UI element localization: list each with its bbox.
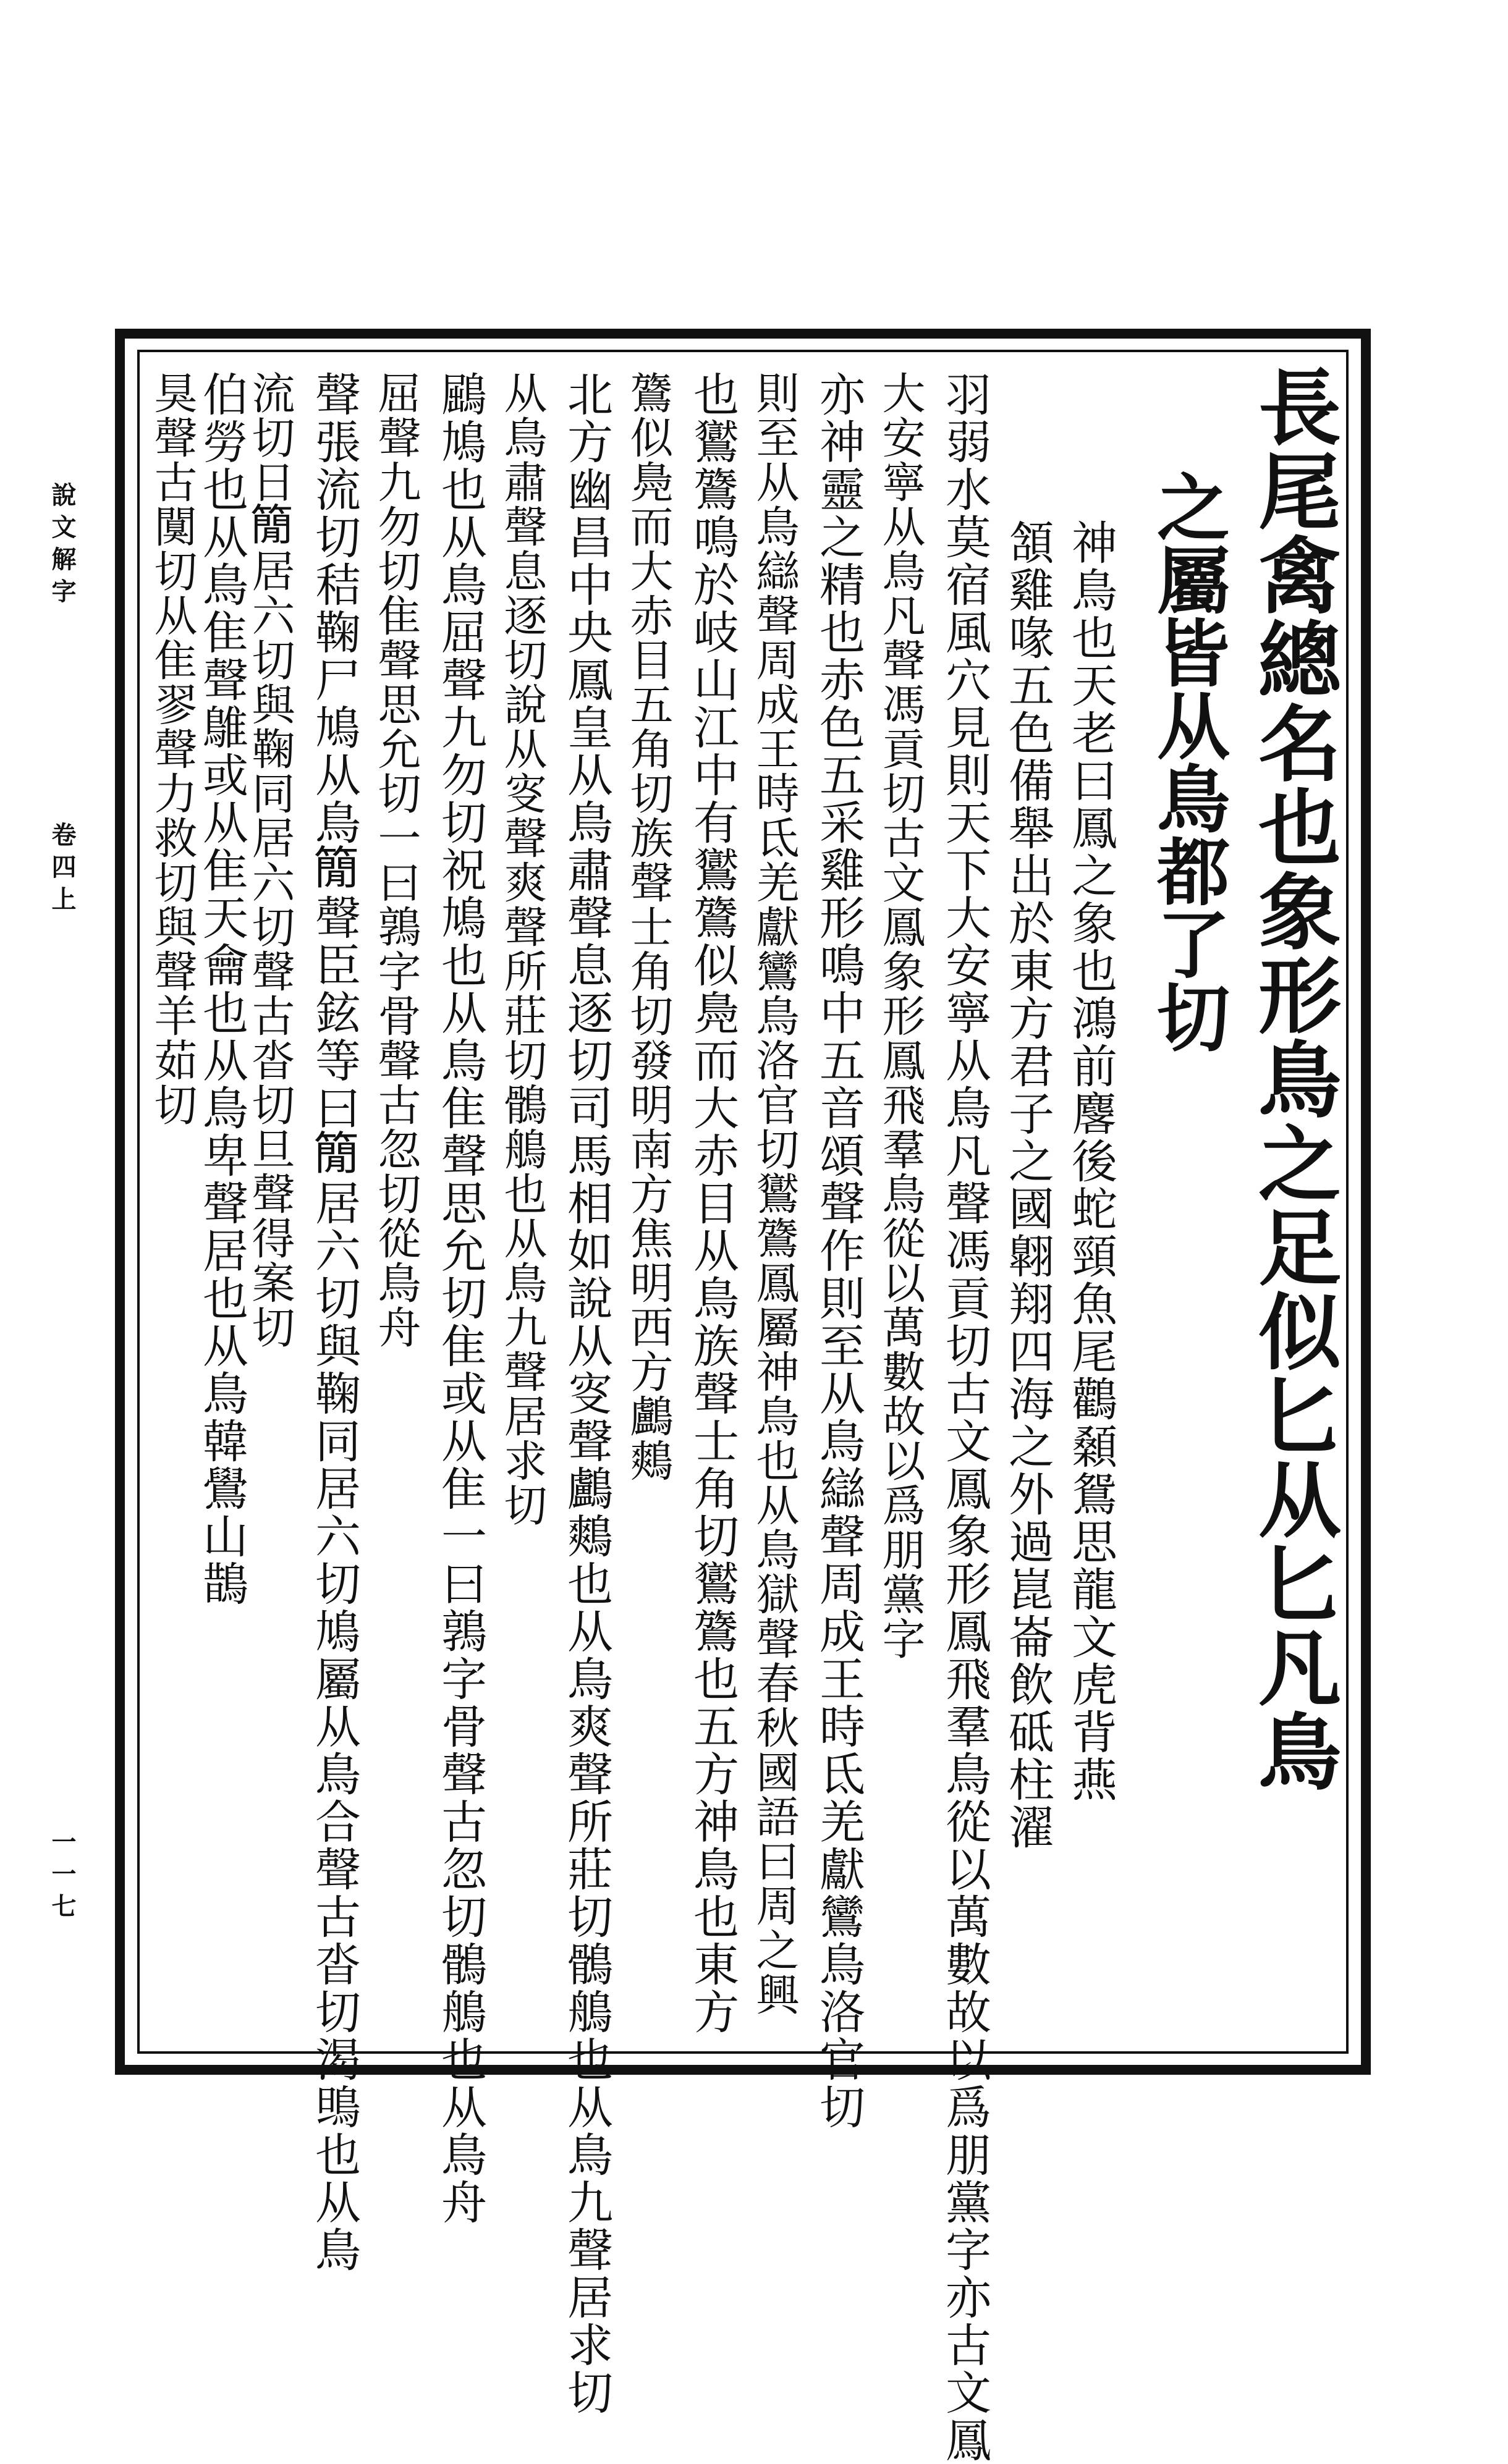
text-column-18: 狊聲古闃切从隹翏聲力救切與聲羊茹切 [147, 371, 198, 1127]
text-column-2: 之屬皆从鳥都了切 [1145, 470, 1231, 1053]
text-column-10: 鷟似鳧而大赤目五角切族聲士角切發明南方焦明西方鸕鷞 [623, 371, 674, 1483]
page-number: 一一七 [48, 1829, 77, 1925]
text-column-7: 亦神靈之精也赤色五采雞形鳴中五音頌聲作則至从鳥䜌聲周成王時氐羌獻鸞鳥洛官切 [812, 371, 865, 2131]
text-column-17: 伯勞也从鳥隹聲鵻或从隹天龠也从鳥卑聲居也从鳥韓鷽山鵲 [195, 371, 248, 1608]
text-column-5: 羽弱水莫宿風穴見則天下大安寧从鳥凡聲馮貢切古文鳳象形鳳飛羣鳥從以萬數故以爲朋黨字亦古文鳳 [938, 371, 991, 2464]
text-column-14: 屈聲九勿切隹聲思允切一曰鶉字骨聲古忽切從鳥舟 [371, 371, 421, 1349]
text-column-1: 長尾禽總名也象形鳥之足似匕从匕凡鳥 [1245, 365, 1342, 1793]
text-column-3: 神鳥也天老曰鳳之象也鴻前麐後蛇頸魚尾鸛顙鴛思龍文虎背燕 [1064, 519, 1117, 1804]
text-column-16: 流切日𥳑居六切與鞠同居六切聲古沓切旦聲得案切 [245, 371, 295, 1349]
text-column-4: 頷雞喙五色備舉出於東方君子之國翺翔四海之外過崑崙飲砥柱濯 [1001, 519, 1054, 1851]
text-column-11: 北方幽昌中央鳳皇从鳥肅聲息逐切司馬相如說从叜聲鸕鷞也从鳥爽聲所莊切鶻鵃也从鳥九聲居求切 [560, 371, 613, 2416]
text-column-13: 鶌鳩也从鳥屈聲九勿切祝鳩也从鳥隹聲思允切隹或从隹一曰鶉字骨聲古忽切鶻鵃也从鳥舟 [434, 371, 487, 2226]
running-head-volume: 卷四上 [48, 822, 77, 918]
text-column-15: 聲張流切秸鞠尸鳩从鳥𥳑聲臣鉉等曰𥳑居六切與鞠同居六切鳩屬从鳥合聲古沓切渴鴠也从鳥 [308, 371, 361, 2274]
text-column-8: 則至从鳥䜌聲周成王時氐羌獻鸞鳥洛官切鸑鷟鳳屬神鳥也从鳥獄聲春秋國語曰周之興 [749, 371, 800, 2017]
running-head-title: 說文解字 [48, 482, 77, 610]
text-column-9: 也鸑鷟鳴於岐山江中有鸑鷟似鳧而大赤目从鳥族聲士角切鸑鷟也五方神鳥也東方 [686, 371, 739, 2036]
text-column-12: 从鳥肅聲息逐切說从叜聲爽聲所莊切鶻鵃也从鳥九聲居求切 [497, 371, 548, 1527]
text-column-6: 大安寧从鳥凡聲馮貢切古文鳳象形鳳飛羣鳥從以萬數故以爲朋黨字 [875, 371, 926, 1661]
